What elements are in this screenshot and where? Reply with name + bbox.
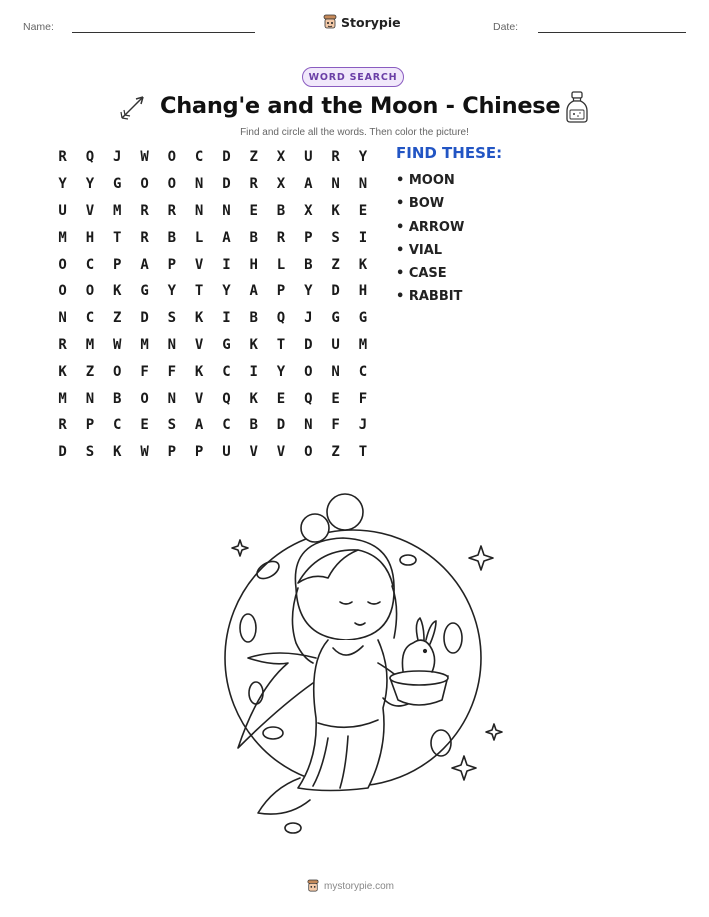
grid-letter[interactable]: R bbox=[58, 417, 67, 434]
grid-letter[interactable]: R bbox=[249, 176, 258, 193]
footer-url[interactable]: mystorypie.com bbox=[324, 880, 395, 892]
page-title: Chang'e and the Moon - Chinese bbox=[160, 93, 561, 119]
grid-letter[interactable]: O bbox=[113, 363, 122, 380]
word-list-item: • BOW bbox=[396, 196, 445, 212]
grid-letter[interactable]: S bbox=[167, 417, 177, 434]
grid-letter[interactable]: V bbox=[194, 256, 204, 273]
grid-letter[interactable]: C bbox=[222, 417, 231, 434]
grid-letter[interactable]: D bbox=[58, 444, 67, 461]
grid-letter[interactable]: O bbox=[304, 363, 313, 380]
grid-letter[interactable]: F bbox=[331, 417, 340, 434]
grid-letter[interactable]: K bbox=[194, 310, 204, 327]
grid-row bbox=[49, 305, 377, 332]
grid-letter[interactable]: O bbox=[85, 283, 95, 300]
grid-letter[interactable]: K bbox=[249, 390, 258, 407]
grid-row bbox=[49, 144, 377, 171]
grid-letter[interactable]: Y bbox=[85, 176, 95, 193]
word-list-item: • ARROW bbox=[396, 219, 465, 235]
grid-letter[interactable]: N bbox=[358, 176, 368, 193]
grid-letter[interactable]: C bbox=[358, 363, 368, 380]
grid-letter[interactable]: P bbox=[167, 444, 177, 461]
grid-letter[interactable]: M bbox=[358, 336, 368, 353]
grid-letter[interactable]: Y bbox=[58, 176, 67, 193]
arrow-icon bbox=[118, 92, 148, 122]
grid-letter[interactable]: B bbox=[304, 256, 313, 273]
grid-letter[interactable]: N bbox=[331, 176, 340, 193]
grid-letter[interactable]: Y bbox=[222, 283, 231, 300]
grid-letter[interactable]: N bbox=[167, 390, 177, 407]
grid-row bbox=[49, 332, 377, 359]
grid-letter[interactable]: W bbox=[140, 149, 149, 166]
grid-letter[interactable]: Y bbox=[276, 363, 286, 380]
brand-name: Storypie bbox=[341, 14, 401, 30]
grid-letter[interactable]: T bbox=[276, 336, 286, 353]
storypie-mascot-icon bbox=[307, 879, 319, 893]
word-search-badge: WORD SEARCH bbox=[302, 67, 404, 87]
grid-letter[interactable]: A bbox=[304, 176, 313, 193]
grid-letter[interactable]: T bbox=[113, 229, 122, 246]
grid-letter[interactable]: A bbox=[249, 283, 258, 300]
grid-letter[interactable]: P bbox=[304, 229, 313, 246]
grid-letter[interactable]: K bbox=[194, 363, 204, 380]
word-list bbox=[396, 171, 464, 311]
grid-letter[interactable]: U bbox=[304, 149, 313, 166]
grid-letter[interactable]: I bbox=[222, 310, 231, 327]
grid-letter[interactable]: D bbox=[304, 336, 313, 353]
change-moon-illustration bbox=[218, 488, 508, 838]
grid-letter[interactable]: V bbox=[276, 444, 286, 461]
grid-letter[interactable]: D bbox=[140, 310, 149, 327]
grid-letter[interactable]: J bbox=[358, 417, 368, 434]
grid-letter[interactable]: A bbox=[222, 229, 231, 246]
grid-letter[interactable]: N bbox=[194, 176, 204, 193]
grid-row bbox=[49, 278, 377, 305]
grid-row bbox=[49, 412, 377, 439]
grid-letter[interactable]: Q bbox=[85, 149, 95, 166]
grid-letter[interactable]: Q bbox=[276, 310, 286, 327]
vial-icon bbox=[564, 90, 590, 124]
grid-row bbox=[49, 224, 377, 251]
grid-letter[interactable]: N bbox=[222, 202, 231, 219]
grid-letter[interactable]: G bbox=[222, 336, 231, 353]
grid-letter[interactable]: V bbox=[249, 444, 258, 461]
grid-letter[interactable]: M bbox=[58, 229, 67, 246]
grid-letter[interactable]: I bbox=[249, 363, 258, 380]
grid-letter[interactable]: X bbox=[304, 202, 313, 219]
grid-letter[interactable]: K bbox=[113, 444, 122, 461]
grid-letter[interactable]: C bbox=[222, 363, 231, 380]
grid-letter[interactable]: N bbox=[304, 417, 313, 434]
grid-letter[interactable]: V bbox=[85, 202, 95, 219]
grid-letter[interactable]: T bbox=[358, 444, 368, 461]
grid-letter[interactable]: E bbox=[331, 390, 340, 407]
grid-letter[interactable]: L bbox=[276, 256, 286, 273]
grid-letter[interactable]: B bbox=[249, 310, 258, 327]
grid-letter[interactable]: D bbox=[276, 417, 286, 434]
grid-letter[interactable]: N bbox=[85, 390, 95, 407]
grid-letter[interactable]: C bbox=[85, 256, 95, 273]
grid-letter[interactable]: Z bbox=[331, 256, 340, 273]
grid-row bbox=[49, 171, 377, 198]
grid-letter[interactable]: Z bbox=[113, 310, 122, 327]
grid-letter[interactable]: Q bbox=[222, 390, 231, 407]
grid-letter[interactable]: B bbox=[249, 229, 258, 246]
grid-letter[interactable]: C bbox=[113, 417, 122, 434]
grid-letter[interactable]: Z bbox=[331, 444, 340, 461]
grid-letter[interactable]: H bbox=[249, 256, 258, 273]
grid-letter[interactable]: O bbox=[304, 444, 313, 461]
grid-letter[interactable]: P bbox=[276, 283, 286, 300]
grid-letter[interactable]: E bbox=[140, 417, 149, 434]
grid-letter[interactable]: O bbox=[58, 256, 67, 273]
brand-logo bbox=[323, 14, 401, 30]
word-list-item: • CASE bbox=[396, 266, 447, 282]
word-list-item: • MOON bbox=[396, 173, 455, 188]
grid-letter[interactable]: W bbox=[113, 336, 122, 353]
instructions: Find and circle all the words. Then color the picture! bbox=[240, 127, 469, 138]
grid-letter[interactable]: R bbox=[58, 149, 67, 166]
grid-letter[interactable]: R bbox=[58, 336, 67, 353]
grid-letter[interactable]: H bbox=[85, 229, 95, 246]
grid-row bbox=[49, 439, 377, 466]
grid-letter[interactable]: O bbox=[167, 176, 177, 193]
grid-letter[interactable]: M bbox=[85, 336, 95, 353]
grid-letter[interactable]: V bbox=[194, 390, 204, 407]
grid-letter[interactable]: M bbox=[58, 390, 67, 407]
grid-letter[interactable]: R bbox=[331, 149, 340, 166]
grid-letter[interactable]: E bbox=[276, 390, 286, 407]
grid-letter[interactable]: U bbox=[58, 202, 67, 219]
grid-letter[interactable]: G bbox=[113, 176, 122, 193]
grid-letter[interactable]: B bbox=[249, 417, 258, 434]
grid-letter[interactable]: D bbox=[331, 283, 340, 300]
grid-letter[interactable]: V bbox=[194, 336, 204, 353]
grid-letter[interactable]: Y bbox=[358, 149, 368, 166]
grid-letter[interactable]: K bbox=[358, 256, 368, 273]
grid-letter[interactable]: F bbox=[140, 363, 149, 380]
grid-letter[interactable]: D bbox=[222, 149, 231, 166]
grid-letter[interactable]: R bbox=[140, 202, 149, 219]
grid-letter[interactable]: G bbox=[358, 310, 368, 327]
grid-letter[interactable]: A bbox=[140, 256, 149, 273]
grid-letter[interactable]: P bbox=[85, 417, 95, 434]
grid-letter[interactable]: O bbox=[167, 149, 177, 166]
word-list-item: • VIAL bbox=[396, 242, 443, 258]
grid-letter[interactable]: A bbox=[194, 417, 204, 434]
grid-letter[interactable]: Y bbox=[304, 283, 313, 300]
grid-letter[interactable]: B bbox=[167, 229, 177, 246]
grid-letter[interactable]: N bbox=[331, 363, 340, 380]
grid-letter[interactable]: K bbox=[58, 363, 67, 380]
grid-row bbox=[49, 358, 377, 385]
footer bbox=[307, 879, 394, 893]
grid-letter[interactable]: G bbox=[140, 283, 149, 300]
grid-letter[interactable]: X bbox=[276, 176, 286, 193]
grid-letter[interactable]: O bbox=[140, 176, 149, 193]
grid-letter[interactable]: Z bbox=[249, 149, 258, 166]
word-search-grid[interactable] bbox=[49, 144, 377, 466]
grid-letter[interactable]: X bbox=[276, 149, 286, 166]
grid-letter[interactable]: K bbox=[249, 336, 258, 353]
grid-letter[interactable]: K bbox=[113, 283, 122, 300]
grid-letter[interactable]: S bbox=[85, 444, 95, 461]
grid-letter[interactable]: G bbox=[331, 310, 340, 327]
grid-letter[interactable]: R bbox=[140, 229, 149, 246]
grid-letter[interactable]: F bbox=[358, 390, 368, 407]
grid-letter[interactable]: O bbox=[140, 390, 149, 407]
grid-letter[interactable]: D bbox=[222, 176, 231, 193]
grid-letter[interactable]: P bbox=[113, 256, 122, 273]
grid-letter[interactable]: O bbox=[58, 283, 67, 300]
date-label: Date: bbox=[493, 21, 519, 33]
grid-letter[interactable]: T bbox=[194, 283, 204, 300]
grid-row bbox=[49, 251, 377, 278]
grid-letter[interactable]: W bbox=[140, 444, 149, 461]
name-label: Name: bbox=[23, 21, 54, 33]
grid-letter[interactable]: N bbox=[194, 202, 204, 219]
grid-letter[interactable]: S bbox=[331, 229, 340, 246]
grid-letter[interactable]: N bbox=[58, 310, 67, 327]
word-list-item: • RABBIT bbox=[396, 289, 463, 305]
grid-row bbox=[49, 198, 377, 225]
find-these-heading: FIND THESE: bbox=[396, 144, 503, 162]
grid-letter[interactable]: L bbox=[194, 229, 204, 246]
grid-letter[interactable]: B bbox=[113, 390, 122, 407]
grid-letter[interactable]: E bbox=[249, 202, 258, 219]
grid-letter[interactable]: I bbox=[358, 229, 368, 246]
grid-letter[interactable]: R bbox=[276, 229, 286, 246]
grid-letter[interactable]: I bbox=[222, 256, 231, 273]
name-line bbox=[72, 32, 255, 33]
grid-letter[interactable]: U bbox=[222, 444, 231, 461]
grid-letter[interactable]: U bbox=[331, 336, 340, 353]
grid-letter[interactable]: N bbox=[167, 336, 177, 353]
grid-letter[interactable]: P bbox=[167, 256, 177, 273]
grid-letter[interactable]: K bbox=[331, 202, 340, 219]
grid-letter[interactable]: H bbox=[358, 283, 368, 300]
grid-letter[interactable]: R bbox=[167, 202, 177, 219]
grid-letter[interactable]: B bbox=[276, 202, 286, 219]
grid-letter[interactable]: P bbox=[194, 444, 204, 461]
grid-letter[interactable]: M bbox=[140, 336, 149, 353]
storypie-mascot-icon bbox=[323, 14, 337, 30]
grid-letter[interactable]: J bbox=[113, 149, 122, 166]
grid-letter[interactable]: C bbox=[85, 310, 95, 327]
grid-letter[interactable]: J bbox=[304, 310, 313, 327]
date-line bbox=[538, 32, 686, 33]
grid-letter[interactable]: Z bbox=[85, 363, 95, 380]
grid-row bbox=[49, 385, 377, 412]
grid-letter[interactable]: Y bbox=[167, 283, 177, 300]
grid-letter[interactable]: M bbox=[113, 202, 122, 219]
grid-letter[interactable]: Q bbox=[304, 390, 313, 407]
grid-letter[interactable]: C bbox=[194, 149, 204, 166]
grid-letter[interactable]: E bbox=[358, 202, 368, 219]
grid-letter[interactable]: F bbox=[167, 363, 177, 380]
grid-letter[interactable]: S bbox=[167, 310, 177, 327]
